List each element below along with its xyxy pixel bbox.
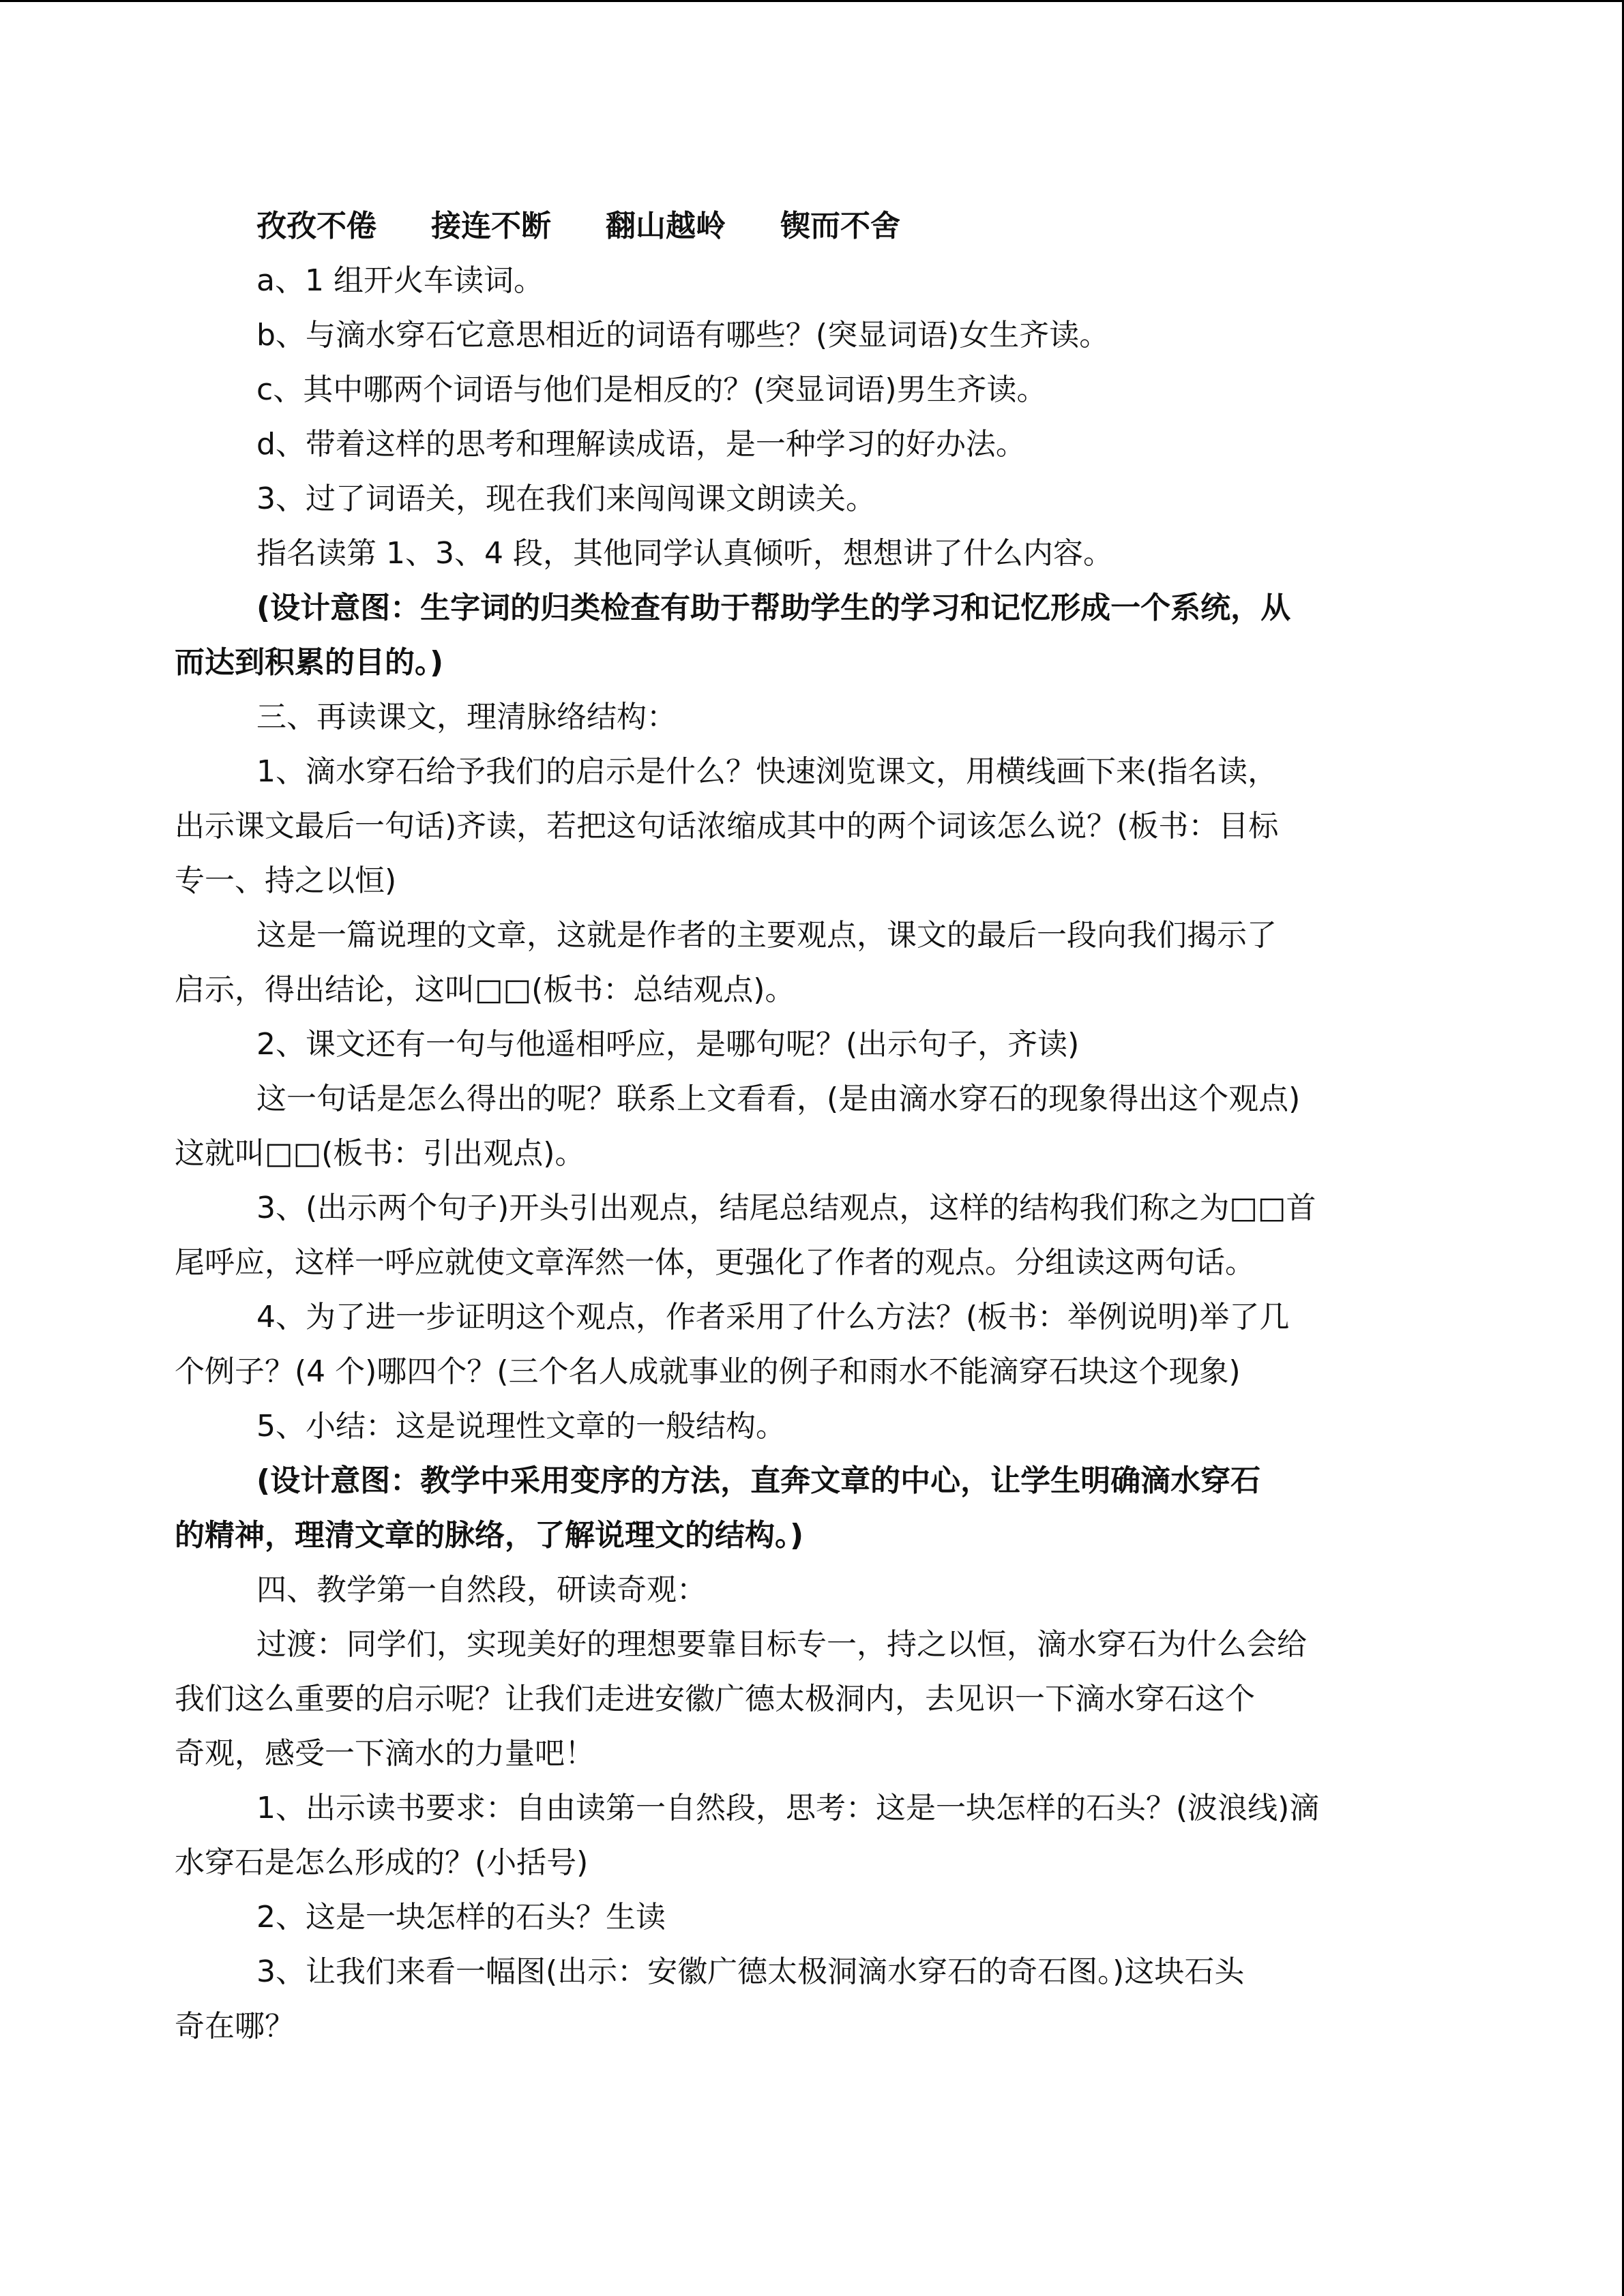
text-line: 过渡：同学们，实现美好的理想要靠目标专一，持之以恒，滴水穿石为什么会给 bbox=[256, 1627, 1307, 1662]
text-line: 三、再读课文，理清脉络结构： bbox=[256, 700, 677, 734]
text-line: 5、小结：这是说理性文章的一般结构。 bbox=[256, 1409, 786, 1444]
text-line: 四、教学第一自然段，研读奇观： bbox=[256, 1572, 707, 1607]
vocab-word: 翻山越岭 bbox=[606, 209, 726, 243]
text-line: 这就叫□□(板书：引出观点)。 bbox=[175, 1136, 585, 1171]
vocabulary-row bbox=[175, 199, 1361, 254]
text-line: 出示课文最后一句话)齐读，若把这句话浓缩成其中的两个词该怎么说？(板书：目标 bbox=[175, 809, 1279, 844]
text-line: 奇观，感受一下滴水的力量吧！ bbox=[175, 1736, 595, 1771]
text-line: a、1 组开火车读词。 bbox=[256, 263, 544, 298]
text-line: 2、这是一块怎样的石头？生读 bbox=[256, 1900, 666, 1935]
text-line: (设计意图：教学中采用变序的方法，直奔文章的中心，让学生明确滴水穿石 bbox=[256, 1463, 1261, 1498]
vocab-word: 锲而不舍 bbox=[780, 209, 900, 243]
text-line: 1、出示读书要求：自由读第一自然段，思考：这是一块怎样的石头？(波浪线)滴 bbox=[256, 1791, 1320, 1825]
text-line: 这是一篇说理的文章，这就是作者的主要观点，课文的最后一段向我们揭示了 bbox=[256, 918, 1277, 953]
text-line: 指名读第 1、3、4 段，其他同学认真倾听，想想讲了什么内容。 bbox=[256, 536, 1113, 571]
paragraph-lines bbox=[175, 254, 1361, 2054]
text-line: c、其中哪两个词语与他们是相反的？(突显词语)男生齐读。 bbox=[256, 372, 1047, 407]
text-line: 我们这么重要的启示呢？让我们走进安徽广德太极洞内，去见识一下滴水穿石这个 bbox=[175, 1682, 1255, 1716]
text-line: 3、过了词语关，现在我们来闯闯课文朗读关。 bbox=[256, 481, 876, 516]
text-line: 专一、持之以恒) bbox=[175, 863, 397, 898]
text-line: (设计意图：生字词的归类检查有助于帮助学生的学习和记忆形成一个系统，从 bbox=[256, 591, 1291, 625]
text-line: 1、滴水穿石给予我们的启示是什么？快速浏览课文，用横线画下来(指名读， bbox=[256, 754, 1278, 789]
text-line: b、与滴水穿石它意思相近的词语有哪些？(突显词语)女生齐读。 bbox=[256, 318, 1110, 353]
text-line: 而达到积累的目的。) bbox=[175, 645, 444, 680]
text-line: 2、课文还有一句与他遥相呼应，是哪句呢？(出示句子，齐读) bbox=[256, 1027, 1080, 1062]
text-line: 启示，得出结论，这叫□□(板书：总结观点)。 bbox=[175, 972, 795, 1007]
vocab-word: 接连不断 bbox=[431, 209, 551, 243]
text-line: 尾呼应，这样一呼应就使文章浑然一体，更强化了作者的观点。分组读这两句话。 bbox=[175, 1245, 1255, 1280]
text-line: d、带着这样的思考和理解读成语，是一种学习的好办法。 bbox=[256, 427, 1026, 462]
text-line: 3、让我们来看一幅图(出示：安徽广德太极洞滴水穿石的奇石图。)这块石头 bbox=[256, 1954, 1245, 1989]
text-line: 奇在哪？ bbox=[175, 2009, 295, 2044]
text-line: 的精神，理清文章的脉络，了解说理文的结构。) bbox=[175, 1518, 804, 1553]
text-line: 4、为了进一步证明这个观点，作者采用了什么方法？(板书：举例说明)举了几 bbox=[256, 1300, 1290, 1335]
text-line: 这一句话是怎么得出的呢？联系上文看看，(是由滴水穿石的现象得出这个观点) bbox=[256, 1082, 1301, 1116]
text-line: 个例子？(4 个)哪四个？(三个名人成就事业的例子和雨水不能滴穿石块这个现象) bbox=[175, 1354, 1241, 1389]
vocab-word: 孜孜不倦 bbox=[256, 209, 377, 243]
document-body bbox=[175, 199, 1361, 2054]
text-line: 水穿石是怎么形成的？(小括号) bbox=[175, 1845, 589, 1880]
text-line: 3、(出示两个句子)开头引出观点，结尾总结观点，这样的结构我们称之为□□首 bbox=[256, 1191, 1316, 1225]
